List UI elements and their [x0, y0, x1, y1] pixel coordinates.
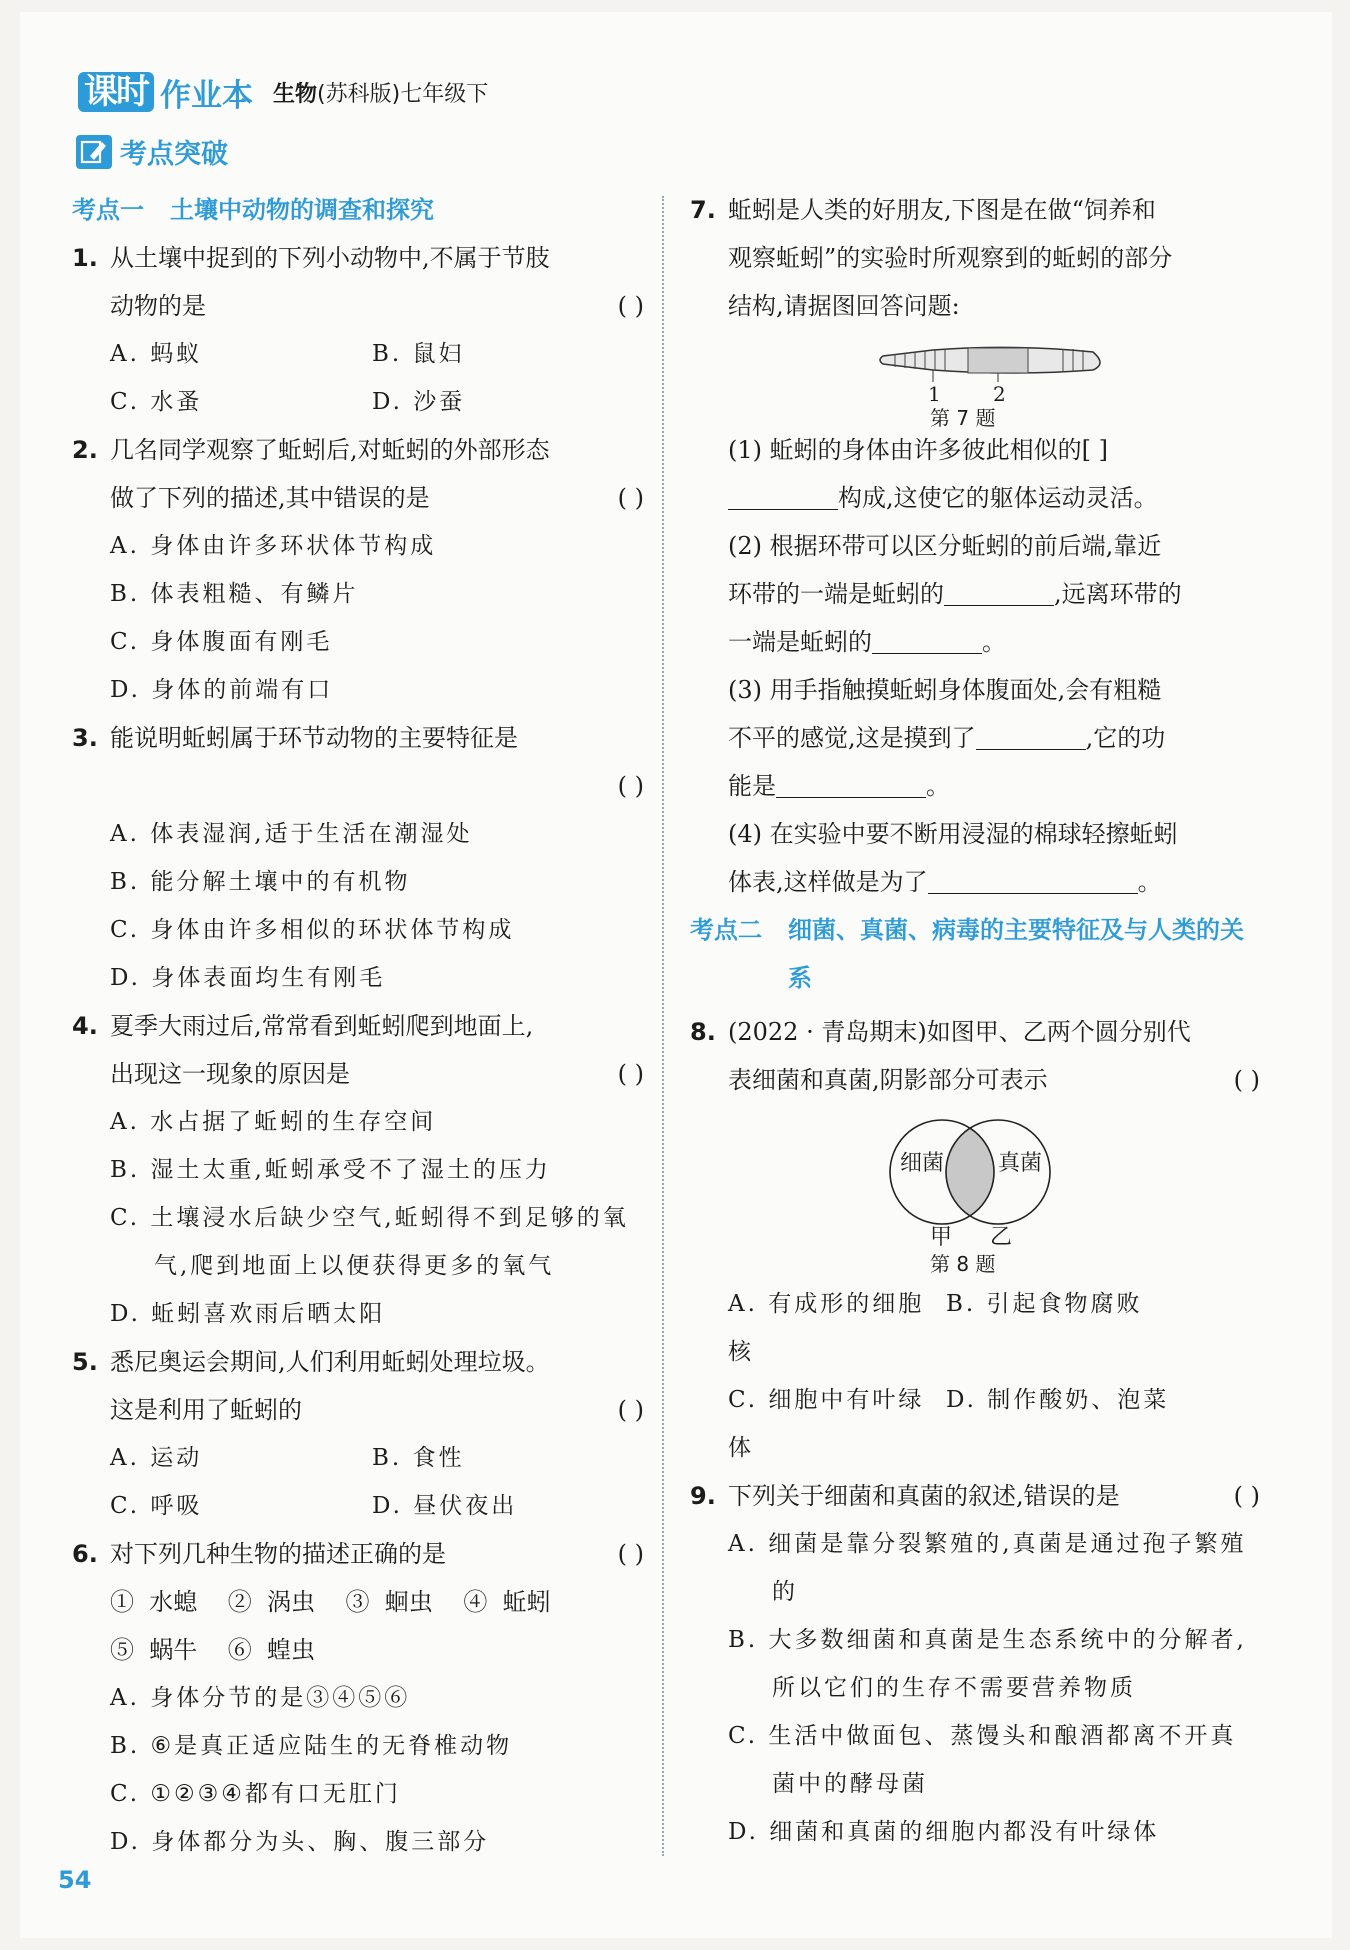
topic-heading [690, 906, 1260, 1002]
topic-title: 细菌、真菌、病毒的主要特征及与人类的关系 [788, 916, 1244, 992]
question-text: 出现这一现象的原因是 [110, 1060, 350, 1088]
answer-blank[interactable] [928, 863, 1138, 894]
option-d[interactable]: D. 身体都分为头、胸、腹三部分 [110, 1829, 490, 1855]
option-b[interactable]: B. 鼠妇 [372, 341, 465, 367]
subquestion-1: (1) 蚯蚓的身体由许多彼此相似的[ ] [728, 436, 1108, 464]
question-number: 7. [690, 196, 716, 224]
option-d[interactable]: D. 制作酸奶、泡菜 [946, 1387, 1170, 1413]
option-row [72, 330, 644, 378]
option-a[interactable]: A. 体表湿润,适于生活在潮湿处 [110, 821, 473, 847]
question-6 [72, 1530, 644, 1674]
book-grade: 七年级下 [400, 81, 489, 107]
question-text: 表细菌和真菌,阴影部分可表示 [728, 1066, 1048, 1094]
option-d[interactable]: D. 昼伏夜出 [372, 1493, 518, 1519]
organism-list: ⑤ 蜗牛 ⑥ 蝗虫 [110, 1636, 316, 1664]
option-a[interactable]: A. 细菌是靠分裂繁殖的,真菌是通过孢子繁殖的 [728, 1531, 1247, 1605]
question-text: 夏季大雨过后,常常看到蚯蚓爬到地面上, [110, 1012, 534, 1040]
option-b[interactable]: B. 湿土太重,蚯蚓承受不了湿土的压力 [110, 1157, 551, 1183]
option-d[interactable]: D. 蚯蚓喜欢雨后晒太阳 [110, 1301, 386, 1327]
option-c[interactable]: C. ①②③④都有口无肛门 [110, 1781, 401, 1807]
question-text: 下列关于细菌和真菌的叙述,错误的是 [728, 1482, 1120, 1510]
option-b[interactable]: B. 大多数细菌和真菌是生态系统中的分解者,所以它们的生存不需要营养物质 [728, 1627, 1247, 1701]
answer-blank[interactable] [776, 767, 926, 798]
subquestion-4-cont [690, 858, 1260, 906]
option-c[interactable]: C. 身体腹面有刚毛 [110, 629, 333, 655]
question-text: (2022 · 青岛期末)如图甲、乙两个圆分别代 [728, 1018, 1191, 1046]
option-d[interactable]: D. 身体的前端有口 [110, 677, 334, 703]
book-subject: 生物 [273, 81, 318, 107]
answer-bracket[interactable]: ( ) [617, 772, 644, 800]
pencil-icon [76, 135, 112, 169]
answer-bracket[interactable]: ( ) [1233, 1066, 1260, 1094]
topic-tag: 考点二 [690, 916, 762, 944]
option-a[interactable]: A. 蚂蚁 [110, 341, 203, 367]
column-divider [662, 196, 664, 1856]
page-number: 54 [58, 1866, 92, 1894]
question-text: 一端是蚯蚓的 [728, 628, 872, 656]
question-text: 从土壤中捉到的下列小动物中,不属于节肢 [110, 244, 550, 272]
question-text: 能说明蚯蚓属于环节动物的主要特征是 [110, 724, 518, 752]
question-text: 。 [982, 628, 1006, 656]
subquestion-3: (3) 用手指触摸蚯蚓身体腹面处,会有粗糙 [728, 676, 1162, 704]
question-9 [690, 1472, 1260, 1520]
subquestion-2-end [690, 618, 1260, 666]
answer-blank[interactable] [728, 479, 838, 510]
option-b[interactable]: B. ⑥是真正适应陆生的无脊椎动物 [110, 1733, 513, 1759]
answer-bracket[interactable]: ( ) [617, 1060, 644, 1088]
option-c[interactable]: C. 细胞中有叶绿体 [728, 1387, 925, 1461]
option-row [72, 1434, 644, 1482]
option-b[interactable]: B. 体表粗糙、有鳞片 [110, 581, 359, 607]
question-number: 3. [72, 724, 98, 752]
answer-bracket[interactable]: ( ) [1233, 1482, 1260, 1510]
option-a[interactable]: A. 水占据了蚯蚓的生存空间 [110, 1109, 437, 1135]
option-d[interactable]: D. 身体表面均生有刚毛 [110, 965, 386, 991]
question-number: 1. [72, 244, 98, 272]
book-header [78, 72, 488, 112]
figure-caption: 第 7 题 [930, 406, 996, 430]
venn-label-fungi: 真菌 [998, 1151, 1043, 1176]
option-row [72, 378, 644, 426]
question-number: 5. [72, 1348, 98, 1376]
subquestion-3-end [690, 762, 1260, 810]
question-text: 悉尼奥运会期间,人们利用蚯蚓处理垃圾。 [110, 1348, 550, 1376]
option-a[interactable]: A. 运动 [110, 1445, 203, 1471]
question-text: 蚯蚓是人类的好朋友,下图是在做“饲养和 [728, 196, 1156, 224]
option-c[interactable]: C. 身体由许多相似的环状体节构成 [110, 917, 515, 943]
answer-bracket[interactable]: ( ) [617, 1540, 644, 1568]
option-c[interactable]: C. 土壤浸水后缺少空气,蚯蚓得不到足够的氧气,爬到地面上以便获得更多的氧气 [110, 1205, 629, 1279]
option-row [690, 1376, 1260, 1472]
question-text: 几名同学观察了蚯蚓后,对蚯蚓的外部形态 [110, 436, 550, 464]
question-text: 这是利用了蚯蚓的 [110, 1396, 302, 1424]
question-text: 动物的是 [110, 292, 206, 320]
organism-list: ① 水螅 ② 涡虫 ③ 蛔虫 ④ 蚯蚓 [110, 1588, 551, 1616]
subquestion-1-cont [690, 474, 1260, 522]
section-title: 考点突破 [120, 139, 228, 170]
option-row [72, 1482, 644, 1530]
question-1 [72, 234, 644, 330]
right-column [690, 186, 1260, 1856]
question-3 [72, 714, 644, 810]
brand-name: 作业本 [160, 77, 253, 114]
option-d[interactable]: D. 沙蚕 [372, 389, 466, 415]
answer-blank[interactable] [976, 719, 1086, 750]
venn-figure [690, 1104, 1260, 1280]
earthworm-figure [690, 330, 1260, 430]
question-7 [690, 186, 1260, 330]
option-a[interactable]: A. 身体分节的是③④⑤⑥ [110, 1685, 411, 1711]
option-b[interactable]: B. 引起食物腐败 [946, 1291, 1143, 1317]
option-b[interactable]: B. 食性 [372, 1445, 465, 1471]
question-number: 6. [72, 1540, 98, 1568]
question-text: 。 [926, 772, 950, 800]
section-header [76, 132, 228, 171]
answer-bracket[interactable]: ( ) [617, 1396, 644, 1424]
topic-title: 土壤中动物的调查和探究 [170, 196, 434, 224]
question-number: 9. [690, 1482, 716, 1510]
figure-caption: 第 8 题 [930, 1252, 996, 1276]
question-text: 环带的一端是蚯蚓的 [728, 580, 944, 608]
question-number: 4. [72, 1012, 98, 1040]
question-text: ,它的功 [1085, 724, 1166, 752]
question-text: ,远离环带的 [1054, 580, 1182, 608]
subquestion-4: (4) 在实验中要不断用浸湿的棉球轻擦蚯蚓 [728, 820, 1178, 848]
question-number: 8. [690, 1018, 716, 1046]
option-c[interactable]: C. 水蚤 [110, 389, 203, 415]
subquestion-2: (2) 根据环带可以区分蚯蚓的前后端,靠近 [728, 532, 1162, 560]
option-a[interactable]: A. 身体由许多环状体节构成 [110, 533, 437, 559]
question-4 [72, 1002, 644, 1098]
subquestion-3-cont [690, 714, 1260, 762]
question-text: 构成,这使它的躯体运动灵活。 [838, 484, 1158, 512]
subquestion-2-cont [690, 570, 1260, 618]
answer-bracket[interactable]: ( ) [617, 484, 644, 512]
answer-blank[interactable] [872, 623, 982, 654]
question-number: 2. [72, 436, 98, 464]
option-b[interactable]: B. 能分解土壤中的有机物 [110, 869, 411, 895]
topic-tag: 考点一 [72, 196, 144, 224]
question-text: 对下列几种生物的描述正确的是 [110, 1540, 446, 1568]
left-column [72, 186, 644, 1866]
topic-heading [72, 186, 644, 234]
option-d[interactable]: D. 细菌和真菌的细胞内都没有叶绿体 [728, 1819, 1160, 1845]
option-c[interactable]: C. 呼吸 [110, 1493, 203, 1519]
question-text: 体表,这样做是为了 [728, 868, 928, 896]
venn-caption-yi: 乙 [990, 1225, 1013, 1250]
venn-label-bacteria: 细菌 [900, 1151, 945, 1176]
question-2 [72, 426, 644, 522]
question-8 [690, 1008, 1260, 1104]
venn-caption-jia: 甲 [930, 1225, 953, 1250]
question-text: 观察蚯蚓”的实验时所观察到的蚯蚓的部分 [728, 244, 1173, 272]
question-text: 做了下列的描述,其中错误的是 [110, 484, 430, 512]
option-a[interactable]: A. 有成形的细胞核 [728, 1291, 925, 1365]
answer-blank[interactable] [944, 575, 1054, 606]
question-text: 不平的感觉,这是摸到了 [728, 724, 976, 752]
option-c[interactable]: C. 生活中做面包、蒸馒头和酿酒都离不开真菌中的酵母菌 [728, 1723, 1237, 1797]
question-5 [72, 1338, 644, 1434]
question-text: 。 [1137, 868, 1162, 896]
question-text: 能是 [728, 772, 776, 800]
answer-bracket[interactable]: ( ) [617, 292, 644, 320]
option-row [690, 1280, 1260, 1376]
figure-label-1: 1 [928, 382, 941, 406]
book-edition: (苏科版) [317, 81, 401, 107]
figure-label-2: 2 [993, 382, 1006, 406]
question-text: 结构,请据图回答问题: [728, 292, 960, 320]
brand-logo: 课时 [78, 72, 154, 112]
